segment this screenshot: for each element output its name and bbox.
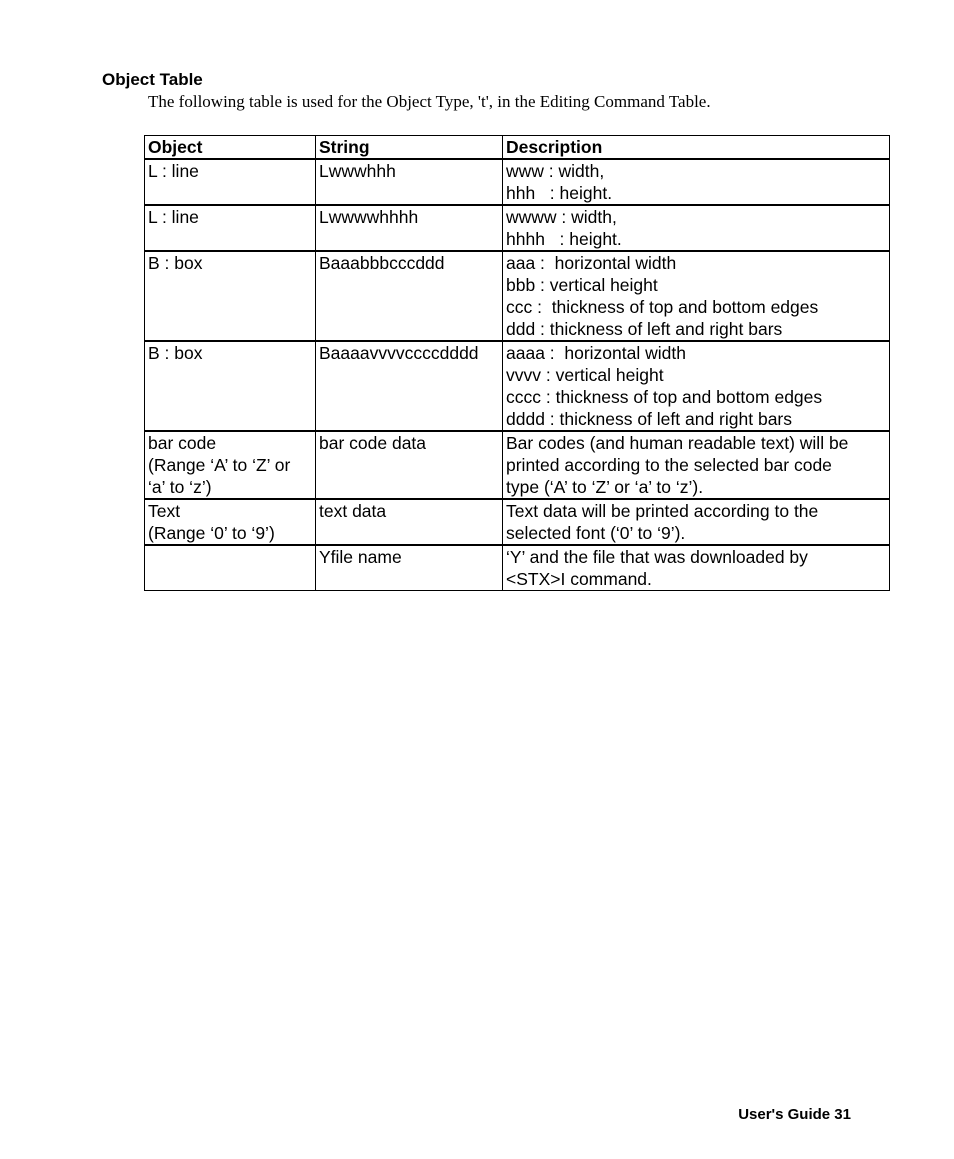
- cell-line: (Range ‘0’ to ‘9’): [148, 523, 275, 543]
- cell-line: ‘a’ to ‘z’): [148, 477, 212, 497]
- cell-line: bbb : vertical height: [506, 275, 658, 295]
- object-cell: [145, 251, 316, 341]
- cell-line: bar code data: [319, 433, 427, 453]
- table-row: [145, 545, 890, 591]
- cell-line: wwww : width,: [506, 207, 617, 227]
- cell-line: ccc : thickness of top and bottom edges: [506, 297, 819, 317]
- string-cell: [316, 545, 503, 591]
- object-cell: [145, 499, 316, 545]
- table-row: [145, 341, 890, 431]
- string-cell: [316, 431, 503, 499]
- cell-line: hhhh : height.: [506, 229, 622, 249]
- cell-line: vvvv : vertical height: [506, 365, 664, 385]
- cell-line: B : box: [148, 253, 203, 273]
- cell-line: Baaabbbcccddd: [319, 253, 445, 273]
- cell-line: L : line: [148, 207, 199, 227]
- cell-line: aaaa : horizontal width: [506, 343, 686, 363]
- cell-line: Bar codes (and human readable text) will be: [506, 433, 849, 453]
- cell-line: text data: [319, 501, 387, 521]
- cell-line: selected font (‘0’ to ‘9’).: [506, 523, 686, 543]
- string-cell: [316, 251, 503, 341]
- object-cell: [145, 205, 316, 251]
- cell-line: cccc : thickness of top and bottom edges: [506, 387, 823, 407]
- cell-line: Yfile name: [319, 547, 402, 567]
- cell-line: hhh : height.: [506, 183, 613, 203]
- page-title: Object Table: [102, 70, 203, 89]
- object-cell: [145, 341, 316, 431]
- description-cell: [503, 159, 890, 205]
- header-object: Object: [145, 136, 316, 160]
- string-cell: [316, 205, 503, 251]
- description-cell: [503, 431, 890, 499]
- description-cell: [503, 205, 890, 251]
- cell-line: type (‘A’ to ‘Z’ or ‘a’ to ‘z’).: [506, 477, 704, 497]
- description-cell: [503, 499, 890, 545]
- cell-line: ‘Y’ and the file that was downloaded by: [506, 547, 808, 567]
- cell-line: ddd : thickness of left and right bars: [506, 319, 783, 339]
- object-cell: [145, 159, 316, 205]
- header-description: Description: [503, 136, 890, 160]
- cell-line: (Range ‘A’ to ‘Z’ or: [148, 455, 291, 475]
- object-table: [144, 135, 890, 591]
- page-footer: User's Guide 31: [738, 1106, 851, 1123]
- object-cell: [145, 545, 316, 591]
- string-cell: [316, 499, 503, 545]
- cell-line: www : width,: [506, 161, 605, 181]
- table-row: [145, 251, 890, 341]
- cell-line: Text: [148, 501, 181, 521]
- cell-line: Lwwwwhhhh: [319, 207, 419, 227]
- table-row: [145, 431, 890, 499]
- cell-line: bar code: [148, 433, 217, 453]
- object-cell: [145, 431, 316, 499]
- cell-line: L : line: [148, 161, 199, 181]
- cell-line: <STX>I command.: [506, 569, 652, 589]
- cell-line: B : box: [148, 343, 203, 363]
- cell-line: aaa : horizontal width: [506, 253, 677, 273]
- cell-line: Baaaavvvvccccdddd: [319, 343, 479, 363]
- cell-line: printed according to the selected bar code: [506, 455, 832, 475]
- description-cell: [503, 341, 890, 431]
- header-string: String: [316, 136, 503, 160]
- table-row: [145, 205, 890, 251]
- cell-line: Text data will be printed according to the: [506, 501, 819, 521]
- cell-line: Lwwwhhh: [319, 161, 396, 181]
- description-cell: [503, 545, 890, 591]
- cell-line: [148, 546, 312, 568]
- table-row: [145, 499, 890, 545]
- header-row: [145, 136, 890, 160]
- description-cell: [503, 251, 890, 341]
- cell-line: dddd : thickness of left and right bars: [506, 409, 792, 429]
- string-cell: [316, 341, 503, 431]
- string-cell: [316, 159, 503, 205]
- intro-paragraph: The following table is used for the Object Type, 't', in the Editing Command Table.: [148, 92, 711, 111]
- table-row: [145, 159, 890, 205]
